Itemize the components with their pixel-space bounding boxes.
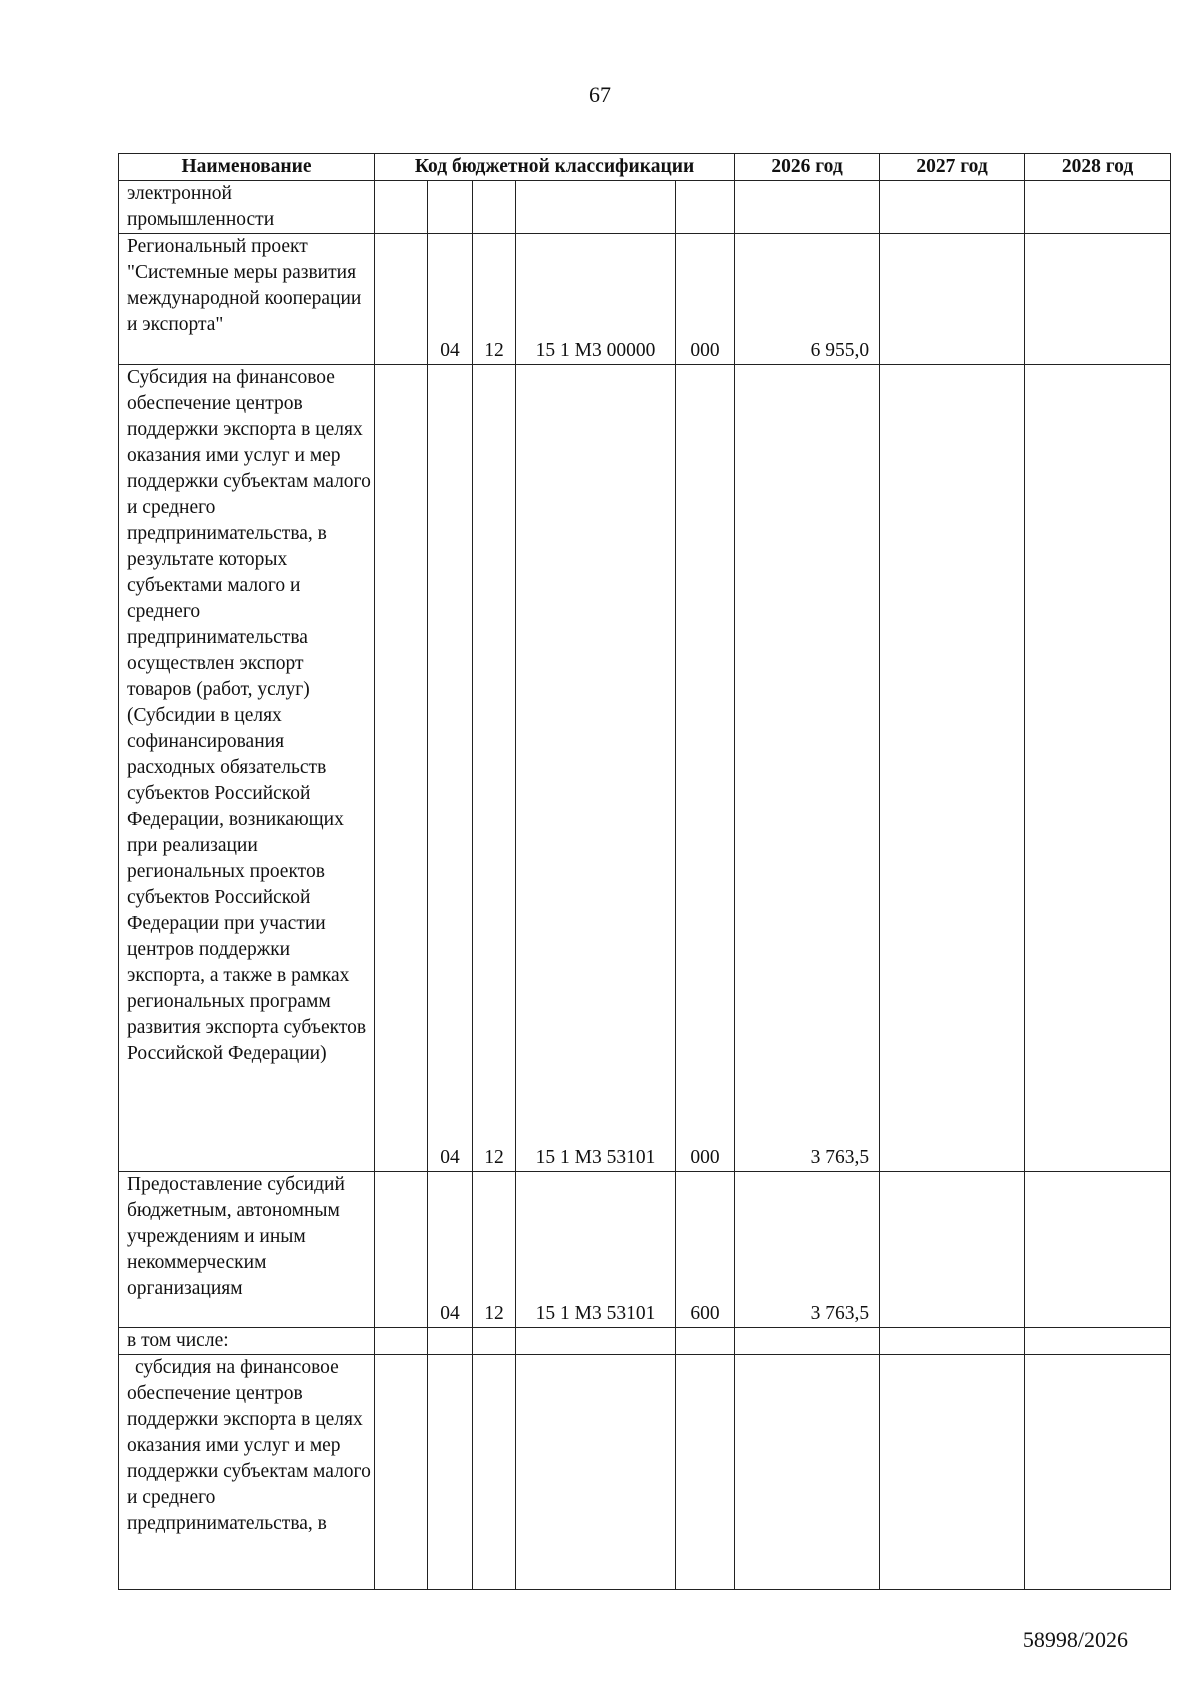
amount-2026: 3 763,5 (735, 1172, 880, 1328)
code-section (428, 1328, 473, 1355)
code-expense-type (676, 181, 735, 234)
amount-2027 (880, 1355, 1025, 1590)
code-section: 04 (428, 1172, 473, 1328)
amount-2026: 6 955,0 (735, 234, 880, 365)
amount-2026 (735, 1355, 880, 1590)
amount-2026 (735, 181, 880, 234)
header-name: Наименование (119, 154, 375, 181)
budget-table (118, 153, 1171, 1590)
table-row (119, 1328, 1171, 1355)
amount-2027 (880, 1328, 1025, 1355)
amount-2027 (880, 1172, 1025, 1328)
header-2026: 2026 год (735, 154, 880, 181)
code-subsection (473, 1355, 516, 1590)
document-id: 58998/2026 (1022, 1627, 1128, 1652)
row-name (119, 1355, 375, 1590)
code-target-article (516, 1328, 676, 1355)
code-subsection (473, 181, 516, 234)
amount-2026 (735, 1328, 880, 1355)
code-expense-type (676, 1328, 735, 1355)
code-section (428, 1355, 473, 1590)
row-name: в том числе: (119, 1328, 375, 1355)
code-cell-1 (375, 1328, 428, 1355)
table-row (119, 1355, 1171, 1590)
code-cell-1 (375, 181, 428, 234)
code-section: 04 (428, 365, 473, 1172)
row-name-text: субсидия на финансовое обеспечение центров поддержки экспорта в целях оказания ими услуг и мер поддержки субъектам малого и среднего предпринимательства, в (127, 1357, 371, 1534)
code-expense-type: 000 (676, 365, 735, 1172)
code-subsection (473, 1328, 516, 1355)
table-row (119, 365, 1171, 1172)
code-expense-type: 000 (676, 234, 735, 365)
code-target-article: 15 1 М3 00000 (516, 234, 676, 365)
amount-2027 (880, 181, 1025, 234)
code-expense-type: 600 (676, 1172, 735, 1328)
header-2028: 2028 год (1025, 154, 1171, 181)
page-number: 67 (589, 82, 611, 107)
amount-2027 (880, 234, 1025, 365)
code-cell-1 (375, 234, 428, 365)
code-cell-1 (375, 1355, 428, 1590)
table-row (119, 234, 1171, 365)
amount-2028 (1025, 181, 1171, 234)
table-header-row (119, 154, 1171, 181)
amount-2026: 3 763,5 (735, 365, 880, 1172)
code-target-article: 15 1 М3 53101 (516, 1172, 676, 1328)
row-name: Субсидия на финансовое обеспечение центров поддержки экспорта в целях оказания ими услуг и мер поддержки субъектам малого и среднего предпринимательства, в результате которых субъектами малого и среднего предпринимательства осуществлен экспорт товаров (работ, услуг) (Субсидии в целях софинансирования расходных обязательств субъектов Российской Федерации, возникающих при реализации региональных проектов субъектов Российской Федерации при участии центров поддержки экспорта, а также в рамках региональных программ развития экспорта субъектов Российской Федерации) (119, 365, 375, 1172)
table-row (119, 181, 1171, 234)
code-section (428, 181, 473, 234)
amount-2028 (1025, 365, 1171, 1172)
amount-2028 (1025, 234, 1171, 365)
table-row (119, 1172, 1171, 1328)
code-expense-type (676, 1355, 735, 1590)
amount-2028 (1025, 1172, 1171, 1328)
row-name: электронной промышленности (119, 181, 375, 234)
code-subsection: 12 (473, 234, 516, 365)
row-name: Региональный проект "Системные меры развития международной кооперации и экспорта" (119, 234, 375, 365)
code-section: 04 (428, 234, 473, 365)
header-code: Код бюджетной классификации (375, 154, 735, 181)
code-target-article (516, 1355, 676, 1590)
code-subsection: 12 (473, 1172, 516, 1328)
code-target-article (516, 181, 676, 234)
code-cell-1 (375, 1172, 428, 1328)
code-cell-1 (375, 365, 428, 1172)
code-target-article: 15 1 М3 53101 (516, 365, 676, 1172)
amount-2028 (1025, 1328, 1171, 1355)
row-name: Предоставление субсидий бюджетным, автономным учреждениям и иным некоммерческим организациям (119, 1172, 375, 1328)
code-subsection: 12 (473, 365, 516, 1172)
header-2027: 2027 год (880, 154, 1025, 181)
amount-2028 (1025, 1355, 1171, 1590)
amount-2027 (880, 365, 1025, 1172)
